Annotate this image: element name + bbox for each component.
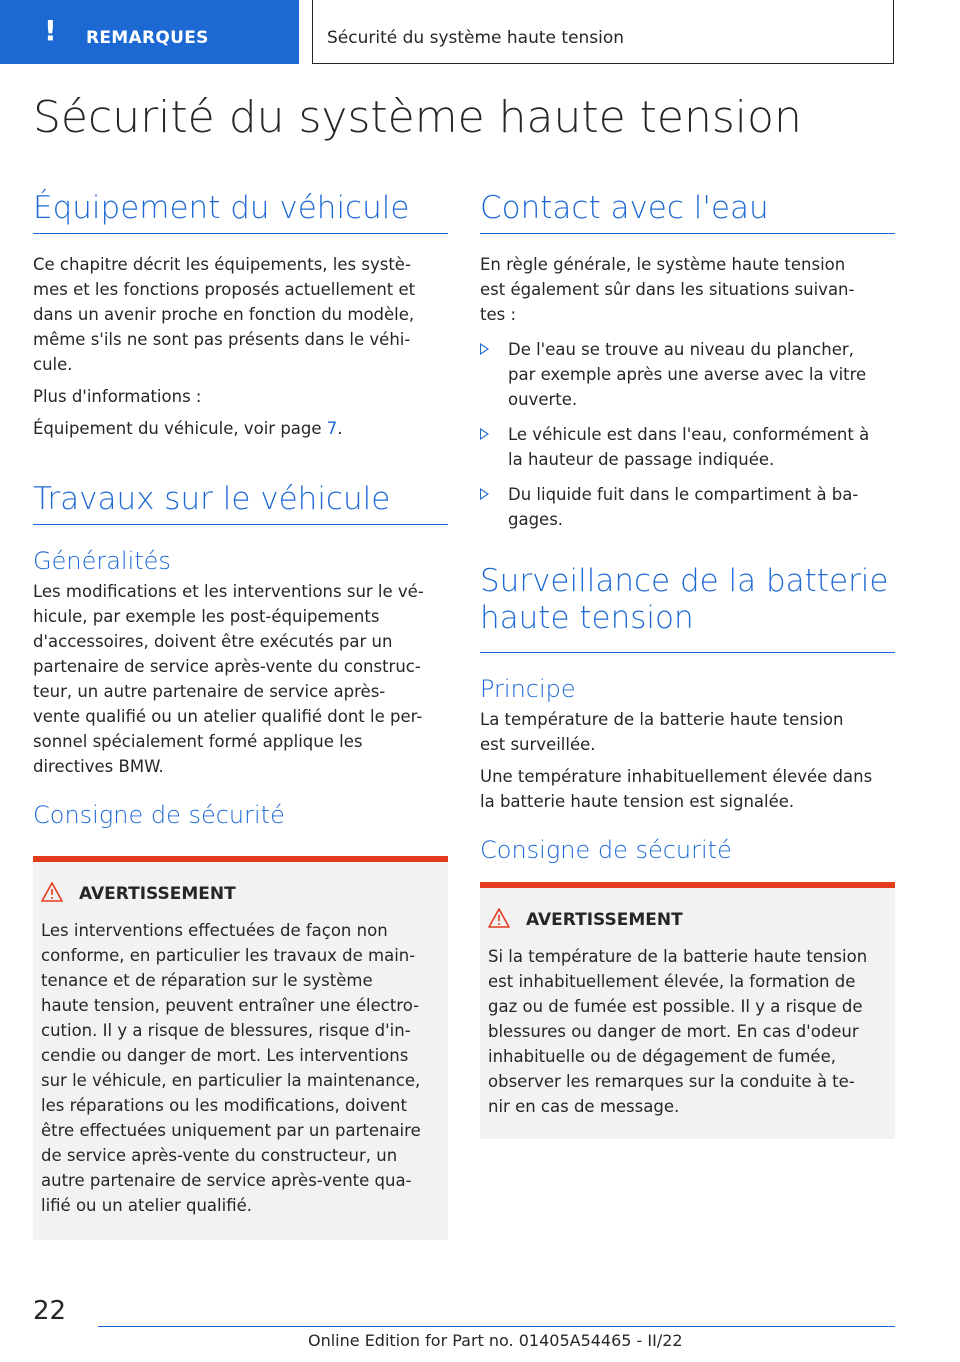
page-number: 22 — [33, 1296, 67, 1326]
heading-travaux: Travaux sur le véhicule — [33, 481, 448, 525]
text-line: ouverte. — [508, 389, 578, 409]
contact-list — [480, 337, 895, 532]
warning-triangle-icon — [41, 882, 63, 906]
text-line: de service après-vente du constructeur, un — [41, 1146, 398, 1165]
bullet-triangle-icon — [480, 343, 489, 355]
more-info-label: Plus d'informations : — [33, 386, 202, 406]
heading-line: Surveillance de la batterie — [480, 563, 889, 599]
text-line: Les modifications et les interventions sur le vé- — [33, 581, 424, 601]
text-line: être effectuées uniquement par un partenaire — [41, 1121, 421, 1140]
surveillance-section — [480, 563, 895, 864]
text-line: autre partenaire de service après-vente qua- — [41, 1171, 412, 1190]
text-line: conforme, en particulier les travaux de main- — [41, 946, 416, 965]
text-line: est inhabituellement élevée, la formation de — [488, 972, 856, 991]
warning-title: AVERTISSEMENT — [79, 884, 236, 904]
heading-contact: Contact avec l'eau — [480, 190, 895, 234]
text-line: gages. — [508, 509, 564, 529]
text-line: Ce chapitre décrit les équipements, les systè- — [33, 254, 411, 274]
principe-paragraph-1 — [480, 707, 895, 757]
text-line: d'accessoires, doivent être exécutés par un — [33, 631, 393, 651]
bullet-triangle-icon — [480, 488, 489, 500]
warning-triangle-icon — [488, 908, 510, 932]
text-line: lifié ou un atelier qualifié. — [41, 1196, 252, 1215]
reference-text: Équipement du véhicule, voir page — [33, 418, 327, 438]
warning-box-right — [480, 882, 895, 1139]
chapter-title: Sécurité du système haute tension — [327, 28, 625, 48]
warning-text — [488, 944, 887, 1119]
text-line: inhabituelle ou de dégagement de fumée, — [488, 1047, 836, 1066]
text-line: La température de la batterie haute tension — [480, 710, 844, 730]
page-title: Sécurité du système haute tension — [33, 92, 802, 143]
edition-note: Online Edition for Part no. 01405A54465 - II/22 — [308, 1331, 683, 1350]
warning-title: AVERTISSEMENT — [526, 910, 683, 930]
text-line: haute tension, peuvent entraîner une électro- — [41, 996, 420, 1015]
reference-end: . — [337, 418, 343, 438]
exclamation-icon: ! — [44, 14, 57, 47]
text-line: même s'ils ne sont pas présents dans le véhi- — [33, 329, 411, 349]
text-line: En règle générale, le système haute tension — [480, 254, 846, 274]
text-line: tenance et de réparation sur le système — [41, 971, 373, 990]
text-line: directives BMW. — [33, 756, 164, 776]
text-line: Du liquide fuit dans le compartiment à ba- — [508, 484, 859, 504]
text-line: De l'eau se trouve au niveau du plancher, — [508, 339, 854, 359]
heading-principe: Principe — [480, 675, 576, 704]
section-tab — [0, 0, 299, 64]
text-line: par exemple après une averse avec la vitre — [508, 364, 867, 384]
section-label: REMARQUES — [86, 28, 209, 48]
text-line: Une température inhabituellement élevée dans — [480, 767, 873, 787]
chapter-header — [312, 0, 894, 64]
text-line: la batterie haute tension est signalée. — [480, 792, 795, 812]
text-line: blessures ou danger de mort. En cas d'odeur — [488, 1022, 859, 1041]
principe-paragraph-2 — [480, 764, 895, 814]
footer-divider — [98, 1326, 895, 1327]
heading-consigne-left: Consigne de sécurité — [33, 800, 285, 829]
text-line: sur le véhicule, en particulier la maintenance, — [41, 1071, 421, 1090]
text-line: Le véhicule est dans l'eau, conformément à — [508, 424, 870, 444]
equipement-reference — [33, 416, 448, 441]
text-line: teur, un autre partenaire de service après- — [33, 681, 386, 701]
text-line: cule. — [33, 354, 73, 374]
page-link[interactable]: 7 — [326, 418, 338, 438]
heading-generalites: Généralités — [33, 546, 171, 575]
left-column — [33, 190, 448, 441]
contact-paragraph — [480, 252, 895, 327]
heading-line: haute tension — [480, 599, 694, 636]
text-line: nir en cas de message. — [488, 1097, 680, 1116]
text-line: hicule, par exemple les post-équipements — [33, 606, 380, 626]
heading-consigne-right: Consigne de sécurité — [480, 836, 732, 865]
heading-surveillance — [480, 563, 895, 653]
list-item — [480, 482, 895, 532]
text-line: les réparations ou les modifications, doivent — [41, 1096, 407, 1115]
text-line: la hauteur de passage indiquée. — [508, 449, 775, 469]
travaux-section — [33, 481, 448, 829]
list-item — [480, 337, 895, 412]
generalites-paragraph — [33, 579, 448, 779]
text-line: cution. Il y a risque de blessures, risque d'in- — [41, 1021, 411, 1040]
text-line: gaz ou de fumée est possible. Il y a risque de — [488, 997, 863, 1016]
text-line: est surveillée. — [480, 735, 596, 755]
contact-section — [480, 190, 895, 532]
warning-text — [41, 918, 440, 1218]
equipement-paragraph — [33, 252, 448, 377]
text-line: dans un avenir proche en fonction du modèle, — [33, 304, 415, 324]
list-item — [480, 422, 895, 472]
heading-equipement: Équipement du véhicule — [33, 190, 448, 234]
text-line: tes : — [480, 304, 517, 324]
text-line: cendie ou danger de mort. Les interventions — [41, 1046, 409, 1065]
text-line: mes et les fonctions proposés actuellement et — [33, 279, 416, 299]
text-line: sonnel spécialement formé applique les — [33, 731, 363, 751]
text-line: Si la température de la batterie haute tension — [488, 947, 868, 966]
text-line: vente qualifié ou un atelier qualifié dont le per- — [33, 706, 423, 726]
text-line: Les interventions effectuées de façon non — [41, 921, 388, 940]
bullet-triangle-icon — [480, 428, 489, 440]
text-line: partenaire de service après-vente du construc- — [33, 656, 421, 676]
text-line: observer les remarques sur la conduite à te- — [488, 1072, 855, 1091]
warning-box-left — [33, 856, 448, 1240]
text-line: est également sûr dans les situations suivan- — [480, 279, 855, 299]
